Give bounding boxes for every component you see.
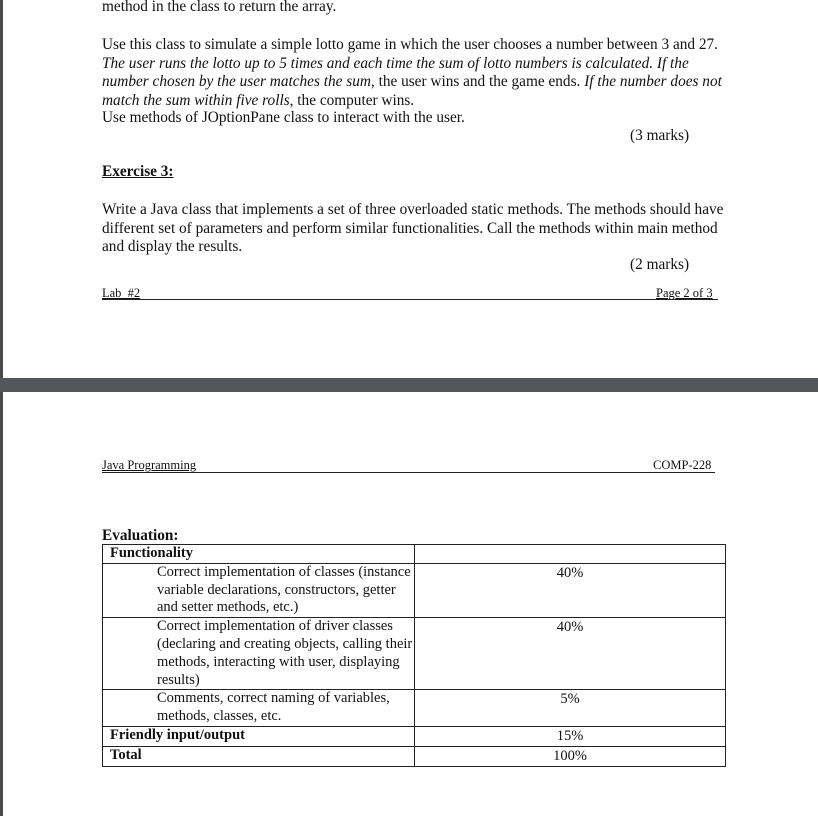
footer-page-number: Page 2 of 3 bbox=[656, 286, 713, 300]
document-page-2 bbox=[0, 392, 818, 816]
header-rule bbox=[102, 472, 715, 473]
exercise3-marks: (2 marks) bbox=[630, 256, 690, 273]
exercise2-instruction: Use methods of JOptionPane class to interact with the user. bbox=[102, 109, 465, 126]
evaluation-title: Evaluation: bbox=[102, 527, 179, 544]
exercise3-text: Write a Java class that implements a set of three overloaded static methods. The methods should have different set of parameters and perform similar functionalities. Call the methods within main method and display the results. bbox=[102, 201, 724, 256]
functionality-label: Functionality bbox=[103, 545, 415, 564]
header-course-code: COMP-228 bbox=[653, 458, 712, 472]
friendly-io-weight: 15% bbox=[415, 726, 726, 746]
document-page-1 bbox=[0, 0, 818, 378]
total-label: Total bbox=[103, 746, 415, 766]
table-row bbox=[103, 690, 726, 727]
weight-cell: 40% bbox=[415, 618, 726, 690]
friendly-io-label: Friendly input/output bbox=[103, 726, 415, 746]
header-left: Java Programming bbox=[102, 458, 197, 472]
weight-cell: 40% bbox=[415, 563, 726, 617]
table-row bbox=[103, 563, 726, 617]
table-row bbox=[103, 746, 726, 766]
total-weight: 100% bbox=[415, 746, 726, 766]
exercise2-marks: (3 marks) bbox=[630, 127, 690, 144]
criterion-cell: Comments, correct naming of variables, methods, classes, etc. bbox=[103, 690, 415, 727]
exercise2-paragraph: Use this class to simulate a simple lotto game in which the user chooses a number between 3 and 27. The user runs the lotto up to 5 times and each time the sum of lotto numbers is calculated. If the number chosen by the user matches the sum, the user wins and the game ends. If the number does not match the sum within five rolls, the computer wins. bbox=[102, 36, 722, 109]
table-row bbox=[103, 726, 726, 746]
criterion-cell: Correct implementation of driver classes (declaring and creating objects, calling their methods, interacting with user, displaying results) bbox=[103, 618, 415, 690]
criterion-cell: Correct implementation of classes (instance variable declarations, constructors, getter and setter methods, etc.) bbox=[103, 563, 415, 617]
exercise3-title: Exercise 3: bbox=[102, 163, 174, 180]
table-row bbox=[103, 545, 726, 564]
table-row bbox=[103, 618, 726, 690]
footer-left: Lab_#2 bbox=[102, 286, 141, 300]
page-separator bbox=[0, 378, 818, 392]
evaluation-table bbox=[102, 544, 726, 767]
footer-rule bbox=[102, 299, 718, 300]
weight-cell: 5% bbox=[415, 690, 726, 727]
intro-line: method in the class to return the array. bbox=[102, 0, 337, 15]
